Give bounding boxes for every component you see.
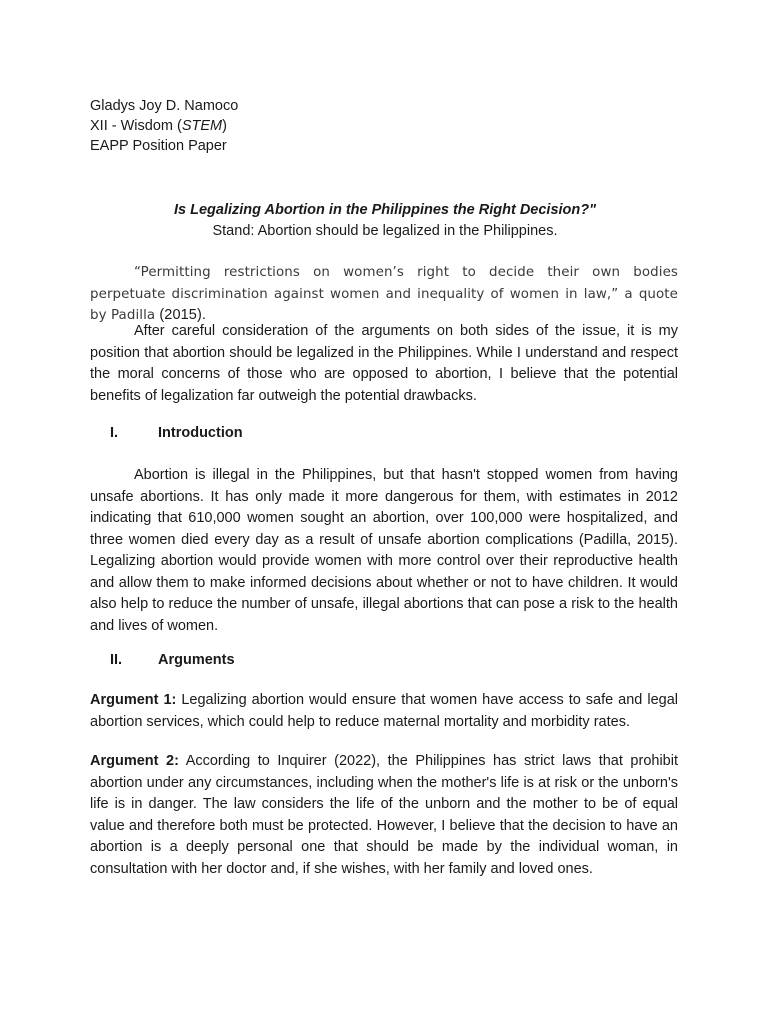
section-numeral: I.	[110, 425, 119, 441]
introduction-paragraph: Abortion is illegal in the Philippines, but that hasn't stopped women from having unsafe abortions. It has only made it more dangerous for them, with estimates in 2012 indicating that 610,000 women sought an abortion, over 100,000 were hospitalized, and three women died every day as a result of unsafe abortion complications (Padilla, 2015). Legalizing abortion would provide women with more control over their reproductive health and allow them to make informed decisions about whether or not to have children. It would also help to reduce the number of unsafe, illegal abortions that can pose a risk to the health and lives of women.	[90, 467, 678, 634]
course-name: EAPP Position Paper	[90, 138, 227, 154]
class-section-prefix: XII - Wisdom (	[90, 118, 182, 134]
argument-text: According to Inquirer (2022), the Philippines has strict laws that prohibit abortion under any circumstances, including when the mother's life is at risk or the unborn's life is in danger. The law considers the life of the unborn and the mother to be of equal value and therefore both must be protected. However, I believe that the decision to have an abortion is a deeply personal one that should be made by the individual woman, in consultation with her doctor and, if she wishes, with her family and loved ones.	[90, 753, 678, 877]
opening-quote	[90, 262, 678, 327]
document-header	[90, 96, 238, 156]
section-title: Introduction	[158, 425, 243, 441]
class-section-suffix: )	[222, 118, 227, 134]
argument-1-paragraph	[90, 690, 678, 733]
position-paragraph: After careful consideration of the arguments on both sides of the issue, it is my position that abortion should be legalized in the Philippines. While I understand and respect the moral concerns of those who are opposed to abortion, I believe that the potential benefits of legalization far outweigh the potential drawbacks.	[90, 323, 678, 404]
class-section	[90, 116, 238, 136]
section-numeral: II.	[110, 652, 123, 668]
author-name: Gladys Joy D. Namoco	[90, 98, 239, 114]
section-heading-introduction	[110, 423, 243, 443]
paper-stand: Stand: Abortion should be legalized in the Philippines.	[212, 223, 558, 239]
argument-2-paragraph	[90, 751, 678, 880]
argument-label: Argument 1:	[90, 692, 177, 708]
section-heading-arguments	[110, 650, 235, 670]
opening-quote-citation: (2015).	[155, 307, 207, 323]
section-title: Arguments	[158, 652, 235, 668]
class-section-strand: STEM	[181, 118, 223, 134]
argument-label: Argument 2:	[90, 753, 179, 769]
paper-title: Is Legalizing Abortion in the Philippines the Right Decision?"	[173, 202, 596, 218]
opening-quote-text: “Permitting restrictions on women’s right to decide their own bodies perpetuate discrimination against women and inequality of women in law,” a quote by Padilla	[90, 265, 678, 323]
argument-text: Legalizing abortion would ensure that women have access to safe and legal abortion services, which could help to reduce maternal mortality and morbidity rates.	[90, 692, 678, 730]
